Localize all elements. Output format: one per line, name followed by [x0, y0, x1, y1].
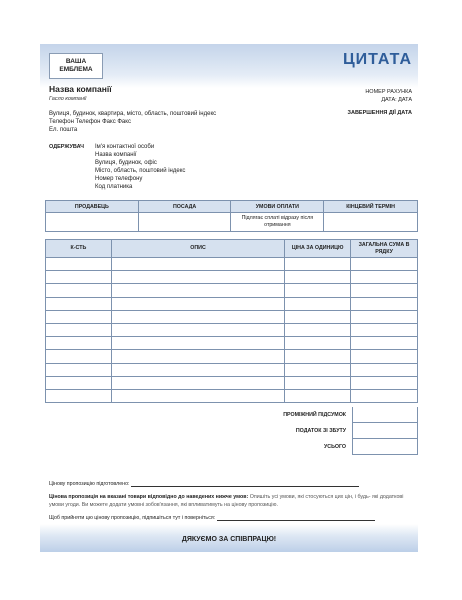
unit-price-cell[interactable]	[285, 310, 351, 323]
accept-label: Щоб прийняти цю цінову пропозицію, підпишіться тут і поверніться:	[49, 515, 216, 521]
line-total-cell[interactable]	[351, 350, 418, 363]
table-row	[46, 389, 418, 402]
table-row	[46, 350, 418, 363]
seller-col-header: ПРОДАВЕЦЬ	[46, 201, 139, 213]
qty-cell[interactable]	[46, 337, 112, 350]
recipient-details	[95, 143, 185, 191]
qty-cell[interactable]	[46, 271, 112, 284]
total-label: УСЬОГО	[324, 443, 347, 450]
qty-cell[interactable]	[46, 258, 112, 271]
due-date-col-header: КІНЦЕВИЙ ТЕРМІН	[324, 201, 418, 213]
description-cell[interactable]	[111, 337, 284, 350]
line-total-cell[interactable]	[351, 297, 418, 310]
table-row	[46, 363, 418, 376]
line-total-cell[interactable]	[351, 310, 418, 323]
recipient-contact[interactable]: Ім'я контактної особи	[95, 144, 155, 150]
signature-field[interactable]	[217, 520, 375, 521]
page-title: ЦИТАТА	[342, 51, 412, 68]
table-row	[46, 258, 418, 271]
seller-table	[45, 200, 418, 232]
items-table-header	[46, 240, 418, 258]
total-row	[45, 439, 418, 455]
expiry-date[interactable]: ЗАВЕРШЕННЯ ДІЇ ДАТА	[347, 110, 412, 116]
tax-label: ПОДАТОК ЗІ ЗБУТУ	[295, 427, 347, 434]
qty-cell[interactable]	[46, 376, 112, 389]
tax-row	[45, 423, 418, 439]
seller-table-row	[46, 213, 418, 232]
line-total-cell[interactable]	[351, 323, 418, 336]
recipient-payer-code[interactable]: Код платника	[95, 184, 133, 190]
subtotal-row	[45, 407, 418, 423]
description-cell[interactable]	[111, 297, 284, 310]
recipient-label: ОДЕРЖУВАЧ	[49, 144, 85, 150]
line-total-col-header: ЗАГАЛЬНА СУМА В РЯДКУ	[351, 240, 418, 258]
qty-cell[interactable]	[46, 363, 112, 376]
phone-fax-line[interactable]: Телефон Телефон Факс Факс	[49, 119, 131, 125]
qty-cell[interactable]	[46, 310, 112, 323]
description-cell[interactable]	[111, 323, 284, 336]
unit-price-cell[interactable]	[285, 337, 351, 350]
subtotal-label: ПРОМІЖНИЙ ПІДСУМОК	[283, 411, 347, 418]
table-row	[46, 337, 418, 350]
totals-block	[45, 407, 418, 455]
position-cell[interactable]	[138, 213, 231, 232]
payment-terms-cell[interactable]: Підлягає сплаті відразу після отримання	[231, 213, 324, 232]
qty-cell[interactable]	[46, 323, 112, 336]
email-line[interactable]: Ел. пошта	[49, 127, 78, 133]
recipient-phone[interactable]: Номер телефону	[95, 176, 143, 182]
terms-heading: Цінова пропозиція на вказані товари відповідно до наведених нижче умов:	[49, 494, 249, 500]
total-value[interactable]	[352, 439, 418, 455]
recipient-company[interactable]: Назва компанії	[95, 152, 137, 158]
quote-meta	[365, 88, 412, 104]
items-table	[45, 239, 418, 403]
accept-line	[49, 515, 375, 521]
table-row	[46, 284, 418, 297]
logo-text: ВАША ЕМБЛЕМА	[59, 58, 93, 73]
prepared-by-field[interactable]	[131, 486, 359, 487]
terms-text-2[interactable]: які додаткові умови угоди. Ви можете додати умовні зобов'язання, які впливатимуть на цінову пропозицію.	[49, 494, 404, 508]
recipient-street[interactable]: Вулиця, будинок, офіс	[95, 160, 157, 166]
quote-sheet	[40, 44, 418, 552]
company-address	[49, 110, 216, 134]
terms-block	[49, 494, 414, 509]
line-total-cell[interactable]	[351, 258, 418, 271]
unit-price-cell[interactable]	[285, 363, 351, 376]
tax-value[interactable]	[352, 423, 418, 439]
address-line[interactable]: Вулиця, будинок, квартира, місто, область, поштовий індекс	[49, 111, 217, 117]
unit-price-cell[interactable]	[285, 297, 351, 310]
subtotal-value[interactable]	[352, 407, 418, 423]
seller-table-header	[46, 201, 418, 213]
unit-price-cell[interactable]	[285, 376, 351, 389]
unit-price-cell[interactable]	[285, 323, 351, 336]
company-slogan[interactable]: Гасло компанії	[49, 96, 87, 102]
qty-cell[interactable]	[46, 389, 112, 402]
company-name[interactable]: Назва компанії	[49, 84, 112, 94]
line-total-cell[interactable]	[351, 337, 418, 350]
unit-price-cell[interactable]	[285, 258, 351, 271]
description-cell[interactable]	[111, 350, 284, 363]
table-row	[46, 376, 418, 389]
qty-cell[interactable]	[46, 297, 112, 310]
description-cell[interactable]	[111, 389, 284, 402]
line-total-cell[interactable]	[351, 271, 418, 284]
unit-price-cell[interactable]	[285, 284, 351, 297]
thank-you-message: ДЯКУЄМО ЗА СПІВПРАЦЮ!	[181, 536, 277, 543]
unit-price-col-header: ЦІНА ЗА ОДИНИЦЮ	[285, 240, 351, 258]
description-cell[interactable]	[111, 258, 284, 271]
description-cell[interactable]	[111, 310, 284, 323]
terms-text-1[interactable]: Опишіть усі умови, які стосуються цих цін, і будь-	[249, 494, 371, 500]
qty-cell[interactable]	[46, 350, 112, 363]
logo-placeholder[interactable]	[49, 53, 103, 79]
unit-price-cell[interactable]	[285, 271, 351, 284]
table-row	[46, 297, 418, 310]
position-col-header: ПОСАДА	[138, 201, 231, 213]
description-cell[interactable]	[111, 271, 284, 284]
seller-cell[interactable]	[46, 213, 139, 232]
unit-price-cell[interactable]	[285, 350, 351, 363]
recipient-city[interactable]: Місто, область, поштовий індекс	[95, 168, 186, 174]
due-date-cell[interactable]	[324, 213, 418, 232]
description-col-header: ОПИС	[111, 240, 284, 258]
description-cell[interactable]	[111, 284, 284, 297]
prepared-by-line	[49, 481, 359, 487]
unit-price-cell[interactable]	[285, 389, 351, 402]
qty-cell[interactable]	[46, 284, 112, 297]
table-row	[46, 271, 418, 284]
invoice-number[interactable]: НОМЕР РАХУНКА	[365, 89, 412, 95]
line-total-cell[interactable]	[351, 284, 418, 297]
payment-terms-col-header: УМОВИ ОПЛАТИ	[231, 201, 324, 213]
qty-col-header: К-СТЬ	[46, 240, 112, 258]
line-total-cell[interactable]	[351, 376, 418, 389]
description-cell[interactable]	[111, 363, 284, 376]
prepared-by-label: Цінову пропозицію підготовлено:	[49, 481, 130, 487]
line-total-cell[interactable]	[351, 363, 418, 376]
quote-date[interactable]: ДАТА: ДАТА	[381, 97, 412, 103]
line-total-cell[interactable]	[351, 389, 418, 402]
table-row	[46, 323, 418, 336]
table-row	[46, 310, 418, 323]
description-cell[interactable]	[111, 376, 284, 389]
